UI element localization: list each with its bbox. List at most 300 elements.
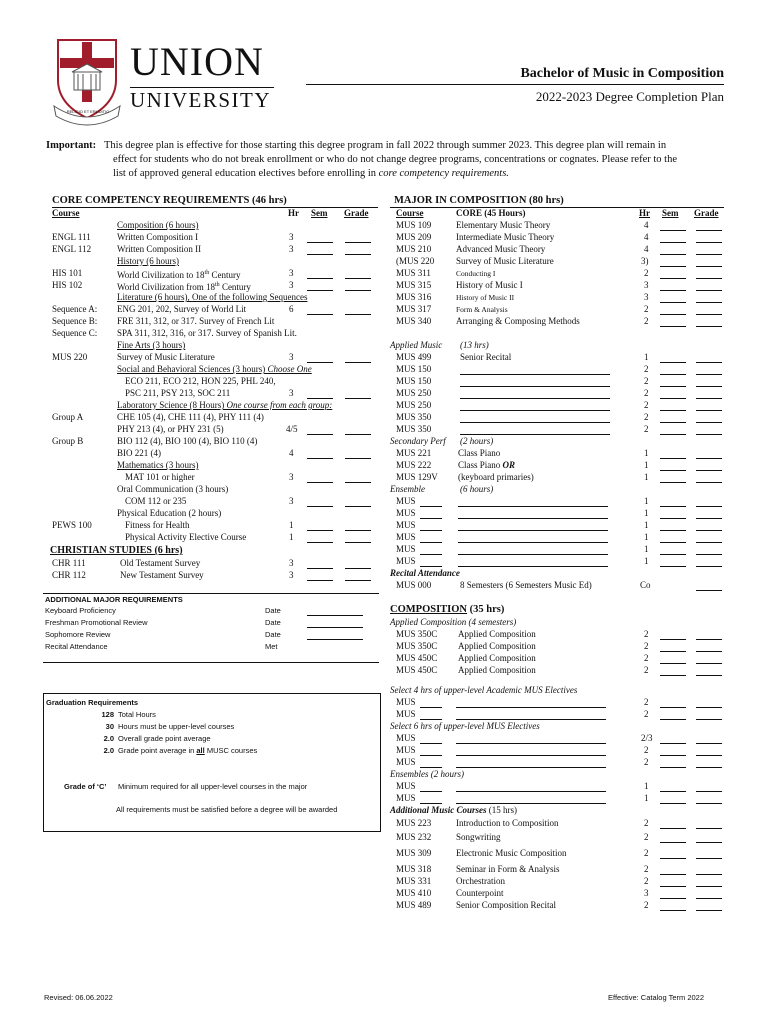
ensemble-row — [0, 556, 770, 568]
upper-elective-row — [0, 757, 770, 769]
course-number-blank[interactable] — [420, 533, 442, 543]
core-title-text: CHE 105 (4), CHE 111 (4), PHY 111 (4) — [117, 412, 264, 422]
christian-course-code: CHR 111 — [52, 558, 86, 568]
course-number-blank[interactable] — [420, 758, 442, 768]
course-title-blank[interactable] — [456, 746, 606, 756]
core-col-sem: Sem — [311, 208, 328, 218]
course-hours: 2 — [644, 864, 649, 874]
core-title-italic: Choose One — [267, 364, 312, 374]
major-core-row — [0, 220, 770, 232]
major-core-row — [0, 316, 770, 328]
christian-hours: 3 — [289, 558, 294, 568]
document-title: Bachelor of Music in Composition — [520, 66, 724, 81]
course-hours: 2 — [644, 412, 649, 422]
applied-composition-row — [0, 665, 770, 677]
semester-blank[interactable] — [660, 734, 686, 744]
course-title-blank[interactable] — [456, 734, 606, 744]
ensemble-hours: (6 hours) — [460, 484, 494, 494]
semester-blank[interactable] — [660, 849, 686, 859]
grade-c-label: Grade of ‘C’ — [64, 782, 107, 791]
grade-blank[interactable] — [696, 545, 722, 555]
course-hours: 2 — [644, 665, 649, 675]
course-title-blank[interactable] — [456, 794, 606, 804]
course-hours: 2 — [644, 629, 649, 639]
core-title-text: Century — [209, 270, 241, 280]
grade-blank[interactable] — [696, 758, 722, 768]
semester-blank[interactable] — [660, 389, 686, 399]
course-title-text: Electronic Music Composition — [456, 848, 567, 858]
applied-music-row — [0, 424, 770, 436]
course-hours: 2 — [644, 641, 649, 651]
grade-blank[interactable] — [696, 889, 722, 899]
additional-music-row — [0, 848, 770, 860]
secondary-perf-row — [0, 472, 770, 484]
semester-blank[interactable] — [660, 865, 686, 875]
applied-composition-row — [0, 653, 770, 665]
grade-blank[interactable] — [696, 377, 722, 387]
semester-blank[interactable] — [660, 782, 686, 792]
course-code: MUS 318 — [396, 864, 432, 874]
core-col-hr: Hr — [288, 208, 299, 218]
course-hours: 2 — [644, 876, 649, 886]
superscript: th — [204, 270, 210, 276]
course-hours: 1 — [644, 448, 649, 458]
core-title-text: COM 112 or 235 — [125, 496, 187, 506]
grade-blank[interactable] — [696, 877, 722, 887]
important-line-2: effect for students who do not break enrollment or who do not change degree programs, concentrations or cognates. Please refer to the — [113, 154, 677, 165]
graduation-text-part: Total Hours — [118, 710, 156, 719]
semester-blank[interactable] — [660, 509, 686, 519]
semester-blank[interactable] — [660, 746, 686, 756]
semester-blank[interactable] — [660, 794, 686, 804]
course-hours: 3 — [644, 888, 649, 898]
grade-blank[interactable] — [696, 581, 722, 591]
core-title-text: BIO 221 (4) — [117, 448, 161, 458]
grade-blank[interactable] — [696, 746, 722, 756]
major-core-row — [0, 304, 770, 316]
grade-blank[interactable] — [696, 245, 722, 255]
grade-blank[interactable] — [696, 497, 722, 507]
course-code: MUS 316 — [396, 292, 432, 302]
grade-blank[interactable] — [696, 293, 722, 303]
core-title-text: ENG 201, 202, Survey of World Lit — [117, 304, 247, 314]
semester-blank[interactable] — [660, 642, 686, 652]
date-blank[interactable] — [307, 618, 363, 628]
graduation-value: 30 — [105, 722, 114, 731]
grade-blank[interactable] — [696, 642, 722, 652]
additional-music-row — [0, 876, 770, 888]
course-hours: 2 — [644, 848, 649, 858]
semester-blank[interactable] — [660, 889, 686, 899]
course-number-blank[interactable] — [420, 509, 442, 519]
additional-item: Keyboard Proficiency — [45, 606, 116, 615]
core-title-text: ECO 211, ECO 212, HON 225, PHL 240, — [125, 376, 276, 386]
core-row — [0, 328, 770, 340]
semester-blank[interactable] — [660, 317, 686, 327]
core-hours: 3 — [289, 244, 294, 254]
core-title-text: Survey of Music Literature — [117, 352, 215, 362]
graduation-value: 2.0 — [103, 734, 114, 743]
grade-blank[interactable] — [696, 221, 722, 231]
semester-blank[interactable] — [660, 473, 686, 483]
semester-blank[interactable] — [660, 425, 686, 435]
course-hours: 4 — [644, 232, 649, 242]
semester-blank[interactable] — [660, 877, 686, 887]
additional-music-row — [0, 832, 770, 844]
course-code: MUS — [396, 556, 416, 566]
grade-blank[interactable] — [696, 353, 722, 363]
course-number-blank[interactable] — [420, 734, 442, 744]
course-code: MUS 309 — [396, 848, 432, 858]
course-code: MUS 150 — [396, 376, 432, 386]
major-core-row — [0, 292, 770, 304]
semester-blank[interactable] — [660, 710, 686, 720]
core-title-italic: One course from each group: — [226, 400, 333, 410]
course-code: MUS 317 — [396, 304, 432, 314]
major-core-row — [0, 232, 770, 244]
course-title-blank[interactable] — [456, 710, 606, 720]
semester-blank[interactable] — [660, 269, 686, 279]
course-title-text: Advanced Music Theory — [456, 244, 546, 254]
grade-blank[interactable] — [696, 509, 722, 519]
course-code: MUS 221 — [396, 448, 432, 458]
applied-music-label: Applied Music — [390, 340, 443, 350]
course-hours: 1 — [644, 496, 649, 506]
core-hours: 3 — [289, 268, 294, 278]
grade-blank[interactable] — [696, 473, 722, 483]
grade-blank[interactable] — [696, 521, 722, 531]
course-title — [456, 316, 580, 327]
grade-blank[interactable] — [696, 734, 722, 744]
course-code: MUS 209 — [396, 232, 432, 242]
semester-blank[interactable] — [660, 401, 686, 411]
semester-blank[interactable] — [660, 245, 686, 255]
course-title-blank[interactable] — [458, 509, 608, 519]
semester-blank[interactable] — [660, 521, 686, 531]
course-code: MUS 315 — [396, 280, 432, 290]
core-title-text: BIO 112 (4), BIO 100 (4), BIO 110 (4) — [117, 436, 258, 446]
course-number-blank[interactable] — [420, 698, 442, 708]
grade-blank[interactable] — [696, 533, 722, 543]
academic-elective-row — [0, 697, 770, 709]
course-hours: 1 — [644, 520, 649, 530]
semester-blank[interactable] — [660, 353, 686, 363]
course-title — [458, 460, 515, 471]
semester-blank[interactable] — [660, 497, 686, 507]
core-title-text: Mathematics (3 hours) — [117, 460, 199, 470]
semester-blank[interactable] — [660, 365, 686, 375]
ensemble-row — [0, 496, 770, 508]
additional-date-label: Met — [265, 642, 278, 651]
course-hours: 2 — [644, 757, 649, 767]
composition-heading-hrs: (35 hrs) — [467, 604, 505, 615]
course-code: MUS — [396, 520, 416, 530]
course-number-blank[interactable] — [420, 497, 442, 507]
grade-blank[interactable] — [696, 654, 722, 664]
grade-blank[interactable] — [696, 317, 722, 327]
core-hours: 3 — [289, 388, 294, 398]
course-title — [456, 292, 514, 303]
semester-blank[interactable] — [660, 413, 686, 423]
course-title-text: Introduction to Composition — [456, 818, 559, 828]
course-code: MUS — [396, 544, 416, 554]
core-hours: 4 — [289, 448, 294, 458]
semester-blank[interactable] — [660, 698, 686, 708]
semester-blank[interactable] — [660, 221, 686, 231]
course-number-blank[interactable] — [420, 794, 442, 804]
course-title-blank[interactable] — [456, 782, 606, 792]
course-title-blank[interactable] — [458, 497, 608, 507]
course-hours: 2 — [644, 697, 649, 707]
grade-blank[interactable] — [696, 305, 722, 315]
course-title-text: Class Piano — [458, 460, 503, 470]
additional-music-row — [0, 888, 770, 900]
grade-blank[interactable] — [696, 794, 722, 804]
major-col-sem: Sem — [662, 208, 679, 218]
course-title — [460, 352, 511, 363]
core-heading: CORE COMPETENCY REQUIREMENTS (46 hrs) — [52, 195, 287, 206]
grade-blank[interactable] — [696, 269, 722, 279]
graduation-row — [44, 721, 380, 733]
grade-blank[interactable] — [696, 865, 722, 875]
course-hours: 2 — [644, 709, 649, 719]
secondary-perf-hours: (2 hours) — [460, 436, 494, 446]
course-code: MUS 450C — [396, 653, 438, 663]
major-core-row — [0, 280, 770, 292]
course-title-text: Applied Composition — [458, 641, 536, 651]
semester-blank[interactable] — [660, 758, 686, 768]
course-code: MUS 210 — [396, 244, 432, 254]
semester-blank[interactable] — [660, 377, 686, 387]
additional-music-row — [0, 900, 770, 912]
applied-composition-row — [0, 629, 770, 641]
major-core-row — [0, 244, 770, 256]
grade-blank[interactable] — [696, 365, 722, 375]
semester-blank[interactable] — [660, 233, 686, 243]
applied-music-hours: (13 hrs) — [460, 340, 489, 350]
course-code: MUS — [396, 757, 416, 767]
course-code: MUS — [396, 793, 416, 803]
applied-music-row — [0, 400, 770, 412]
course-hours: 2 — [644, 832, 649, 842]
core-title-text: PHY 213 (4), or PHY 231 (5) — [117, 424, 224, 434]
course-code: MUS — [396, 709, 416, 719]
semester-blank[interactable] — [660, 257, 686, 267]
graduation-heading: Graduation Requirements — [46, 698, 139, 707]
course-number-blank[interactable] — [420, 521, 442, 531]
grade-blank[interactable] — [696, 710, 722, 720]
core-course-title — [117, 340, 185, 351]
semester-blank[interactable] — [660, 461, 686, 471]
core-title-text: Social and Behavioral Sciences (3 hours) — [117, 364, 268, 374]
graduation-text-part: Grade point average in — [118, 746, 197, 755]
course-hours: 1 — [644, 556, 649, 566]
core-hours: 3 — [289, 352, 294, 362]
course-title-text: History of Music II — [456, 293, 515, 302]
course-code: MUS — [396, 508, 416, 518]
semester-blank[interactable] — [660, 293, 686, 303]
composition-ensemble-row — [0, 793, 770, 805]
additional-date-label: Date — [265, 606, 281, 615]
core-title-text: Fine Arts (3 hours) — [117, 340, 186, 350]
graduation-text — [118, 721, 234, 732]
course-hours: 1 — [644, 544, 649, 554]
core-hours: 1 — [289, 520, 294, 530]
course-title-emphasis: OR — [502, 460, 516, 470]
semester-blank[interactable] — [660, 630, 686, 640]
course-hours: 2/3 — [641, 733, 653, 743]
core-title-text: Physical Education (2 hours) — [117, 508, 222, 518]
course-code: MUS 350 — [396, 424, 432, 434]
course-title — [460, 580, 592, 591]
core-course-code: PEWS 100 — [52, 520, 92, 530]
christian-hours: 3 — [289, 570, 294, 580]
date-blank[interactable] — [307, 606, 363, 616]
applied-music-row — [0, 364, 770, 376]
course-title-text: Seminar in Form & Analysis — [456, 864, 560, 874]
grade-blank[interactable] — [696, 782, 722, 792]
course-number-blank[interactable] — [420, 782, 442, 792]
academic-elective-row — [0, 709, 770, 721]
graduation-text-part: Hours must be upper-level courses — [118, 722, 235, 731]
course-code: MUS 410 — [396, 888, 432, 898]
semester-blank[interactable] — [660, 305, 686, 315]
course-hours: 1 — [644, 472, 649, 482]
course-title-text: Senior Recital — [460, 352, 512, 362]
semester-blank[interactable] — [660, 281, 686, 291]
semester-blank[interactable] — [660, 654, 686, 664]
semester-blank[interactable] — [660, 545, 686, 555]
course-title-text: Songwriting — [456, 832, 501, 842]
core-course-code: Group B — [52, 436, 84, 446]
semester-blank[interactable] — [660, 819, 686, 829]
graduation-emphasis: all — [196, 746, 205, 755]
course-title-text: Applied Composition — [458, 653, 536, 663]
superscript: th — [215, 282, 220, 288]
major-core-row — [0, 256, 770, 268]
course-hours: 2 — [644, 900, 649, 910]
core-col-grade: Grade — [344, 208, 369, 218]
course-title-blank[interactable] — [458, 533, 608, 543]
course-title-blank[interactable] — [460, 365, 610, 375]
semester-blank[interactable] — [660, 901, 686, 911]
course-title-blank[interactable] — [460, 401, 610, 411]
important-line-1: This degree plan is effective for those starting this degree program in fall 2022 through summer 2023. This degree plan will remain in — [104, 140, 667, 151]
important-label: Important: — [46, 140, 97, 151]
semester-blank[interactable] — [660, 666, 686, 676]
grade-blank[interactable] — [696, 819, 722, 829]
course-title-blank[interactable] — [460, 413, 610, 423]
course-title-blank[interactable] — [458, 521, 608, 531]
grade-blank[interactable] — [696, 425, 722, 435]
course-title-text: History of Music I — [456, 280, 523, 290]
core-title-text: MAT 101 or higher — [125, 472, 195, 482]
course-title-blank[interactable] — [458, 557, 608, 567]
course-code: MUS 109 — [396, 220, 432, 230]
course-title-blank[interactable] — [460, 425, 610, 435]
core-hours: 3 — [289, 496, 294, 506]
course-title — [456, 232, 554, 243]
grade-blank[interactable] — [696, 849, 722, 859]
course-title — [456, 268, 495, 279]
course-number-blank[interactable] — [420, 710, 442, 720]
university-logo — [52, 36, 282, 126]
course-code: MUS 340 — [396, 316, 432, 326]
semester-blank[interactable] — [660, 833, 686, 843]
grade-blank[interactable] — [696, 461, 722, 471]
semester-blank[interactable] — [660, 557, 686, 567]
major-col-grade: Grade — [694, 208, 719, 218]
composition-ensembles-label: Ensembles (2 hours) — [390, 769, 464, 779]
grade-blank[interactable] — [696, 233, 722, 243]
grade-blank[interactable] — [696, 698, 722, 708]
course-hours: 4 — [644, 244, 649, 254]
grade-blank[interactable] — [696, 901, 722, 911]
course-number-blank[interactable] — [420, 545, 442, 555]
course-number-blank[interactable] — [420, 746, 442, 756]
course-code: MUS 499 — [396, 352, 432, 362]
grade-blank[interactable] — [696, 257, 722, 267]
course-hours: 2 — [644, 818, 649, 828]
course-title-blank[interactable] — [460, 377, 610, 387]
course-title-text: Applied Composition — [458, 629, 536, 639]
course-title — [456, 900, 556, 911]
core-hours: 3 — [289, 232, 294, 242]
grade-blank[interactable] — [696, 557, 722, 567]
course-code: MUS — [396, 745, 416, 755]
course-hours: 2 — [644, 316, 649, 326]
academic-electives-label: Select 4 hrs of upper-level Academic MUS Electives — [390, 685, 578, 695]
grade-blank[interactable] — [696, 401, 722, 411]
core-title-text: Composition (6 hours) — [117, 220, 199, 230]
core-title-text: History (6 hours) — [117, 256, 179, 266]
all-requirements-text: All requirements must be satisfied before a degree will be awarded — [116, 805, 338, 814]
course-title-blank[interactable] — [458, 545, 608, 555]
course-number-blank[interactable] — [420, 557, 442, 567]
grade-blank[interactable] — [696, 413, 722, 423]
grade-blank[interactable] — [696, 630, 722, 640]
core-course-title — [117, 484, 228, 495]
course-title-blank[interactable] — [460, 389, 610, 399]
upper-elective-row — [0, 745, 770, 757]
core-title-text: Oral Communication (3 hours) — [117, 484, 229, 494]
grade-blank[interactable] — [696, 666, 722, 676]
grade-blank[interactable] — [696, 389, 722, 399]
course-title-text: 8 Semesters (6 Semesters Music Ed) — [460, 580, 592, 590]
applied-music-row — [0, 388, 770, 400]
additional-music-label — [390, 805, 517, 816]
revised-date: Revised: 06.06.2022 — [44, 993, 113, 1002]
core-title-text: World Civilization from 18 — [117, 282, 216, 292]
applied-music-row — [0, 376, 770, 388]
course-code: MUS 232 — [396, 832, 432, 842]
grade-blank[interactable] — [696, 833, 722, 843]
semester-blank[interactable] — [660, 533, 686, 543]
grade-blank[interactable] — [696, 449, 722, 459]
core-course-code: Sequence A: — [52, 304, 98, 314]
course-title-blank[interactable] — [456, 698, 606, 708]
semester-blank[interactable] — [660, 449, 686, 459]
important-core-link: core competency requirements. — [378, 168, 509, 179]
additional-date-label: Date — [265, 618, 281, 627]
course-title-blank[interactable] — [456, 758, 606, 768]
grade-blank[interactable] — [696, 281, 722, 291]
recital-hours: Co — [640, 580, 651, 590]
composition-ensemble-row — [0, 781, 770, 793]
christian-course-code: CHR 112 — [52, 570, 86, 580]
upper-electives-label: Select 6 hrs of upper-level MUS Electives — [390, 721, 540, 731]
graduation-value: 128 — [101, 710, 114, 719]
